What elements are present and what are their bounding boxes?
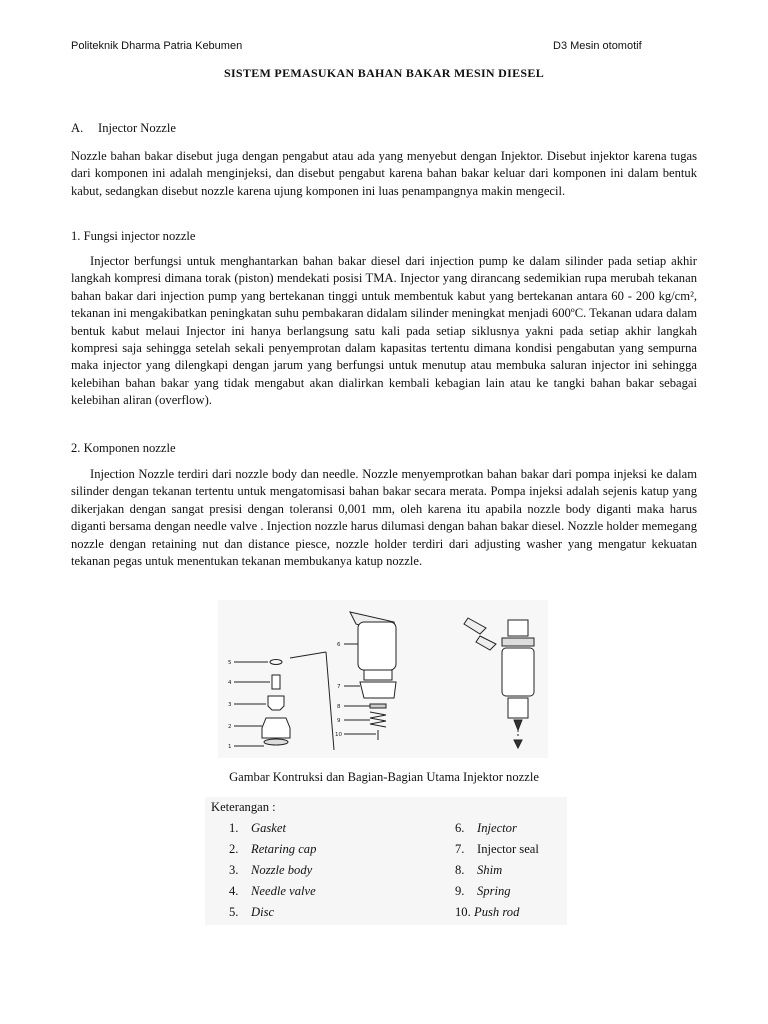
legend-item: 5. Disc bbox=[229, 905, 275, 919]
callout-1: 1 bbox=[228, 744, 232, 750]
retaining-cap-part bbox=[262, 718, 290, 738]
subsection-2-paragraph: Injection Nozzle terdiri dari nozzle body dan needle. Nozzle menyemprotkan bahan bakar dari pompa injeksi ke dalam silinder dengan tekanan tertentu untuk mengatomisasi bahan bakar secara merata. Pompa injeksi adalah sejenis katup yang dikerjakan dengan sangat presisi dengan toleransi 0,001 mm, oleh karena itu apabila nozzle body diganti maka harus diganti bersama dengan needle valve . Injection nozzle harus dilumasi dengan bahan bakar diesel. Nozzle holder memegang nozzle dengan retaining nut dan distance piesce, nozzle holder terdiri dari adjusting washer yang mengatur kekuatan tekanan pegas untuk menentukan tekanan membukanya katup nozzle. bbox=[71, 467, 697, 569]
page-title: SISTEM PEMASUKAN BAHAN BAKAR MESIN DIESEL bbox=[223, 66, 545, 80]
subsection-1-heading: 1. Fungsi injector nozzle bbox=[71, 229, 196, 243]
section-a-paragraph: Nozzle bahan bakar disebut juga dengan pengabut atau ada yang menyebut dengan Injektor. Disebut injektor karena tugas dari komponen ini adalah menginjeksi, dan disebut pengabut karena bahan bakar keluar dari komponen ini dalam bentuk kabut, sedangkan disebut nozzle karena ujung komponen ini luas penampangnya makin mengecil. bbox=[71, 149, 697, 198]
legend-item: 7. Injector seal bbox=[455, 842, 539, 856]
figure-caption: Gambar Kontruksi dan Bagian-Bagian Utama Injektor nozzle bbox=[229, 770, 539, 784]
injector-nozzle-figure bbox=[218, 600, 548, 758]
needle-valve-part bbox=[272, 675, 280, 689]
callout-8: 8 bbox=[337, 704, 341, 710]
section-a-title: Injector Nozzle bbox=[98, 121, 176, 135]
callout-6: 6 bbox=[337, 642, 341, 648]
subsection-1-paragraph: Injector berfungsi untuk menghantarkan bahan bakar diesel dari injection pump ke dalam silinder pada setiap akhir langkah kompresi dimana torak (piston) mendekati posisi TMA. Injector yang dirancang sedemikian rupa merubah tekanan bahan bakar dari injection pump yang bertekanan tinggi untuk membentuk kabut yang bertekanan antara 60 - 200 kg/cm², tekanan ini mengakibatkan peningkatan suhu pembakaran didalam silinder meningkat menjadi 600ºC. Tekanan udara dalam bentuk kabut melaui Injector ini hanya berlangsung satu kali pada setiap siklusnya yakni pada setiap akhir langkah kompresi saja sehingga setelah sekali penyemprotan dalam kapasitas tertentu dimana kondisi pengabutan yang sempurna maka injector yang dilengkapi dengan jarum yang berfungsi untuk menutup atau membuka saluran injector ini sehingga kelebihan bahan bakar yang tidak mengabut akan dialirkan kembali kebagian lain atau ke tangki bahan bakar sebagai kelebihan aliran (overflow). bbox=[71, 254, 697, 408]
header-program: D3 Mesin otomotif bbox=[553, 40, 642, 52]
section-a-heading bbox=[71, 120, 176, 137]
callout-4: 4 bbox=[228, 680, 232, 686]
legend-item: 4. Needle valve bbox=[229, 884, 316, 898]
callout-7: 7 bbox=[337, 684, 341, 690]
legend-item: 1. Gasket bbox=[229, 821, 286, 835]
legend-item: 8. Shim bbox=[455, 863, 503, 877]
legend-item: 10. Push rod bbox=[455, 905, 520, 919]
injector-part bbox=[358, 622, 396, 670]
assembled-injector bbox=[502, 648, 534, 696]
injector-seal-part bbox=[360, 682, 396, 698]
subsection-2-heading: 2. Komponen nozzle bbox=[71, 441, 176, 455]
legend-item: 6. Injector bbox=[455, 821, 517, 835]
shim-part bbox=[370, 704, 386, 708]
nozzle-body-part bbox=[268, 696, 284, 710]
callout-5: 5 bbox=[228, 660, 232, 666]
legend-item: 3. Nozzle body bbox=[229, 863, 313, 877]
legend-item: 9. Spring bbox=[455, 884, 511, 898]
callout-2: 2 bbox=[228, 724, 232, 730]
callout-10: 10 bbox=[335, 732, 342, 738]
section-a-label: A. bbox=[71, 121, 84, 135]
legend-title: Keterangan : bbox=[211, 800, 276, 814]
callout-3: 3 bbox=[228, 702, 232, 708]
callout-9: 9 bbox=[337, 718, 341, 724]
gasket-part bbox=[264, 739, 288, 745]
legend-item: 2. Retaring cap bbox=[229, 842, 317, 856]
header-institution: Politeknik Dharma Patria Kebumen bbox=[71, 40, 243, 52]
